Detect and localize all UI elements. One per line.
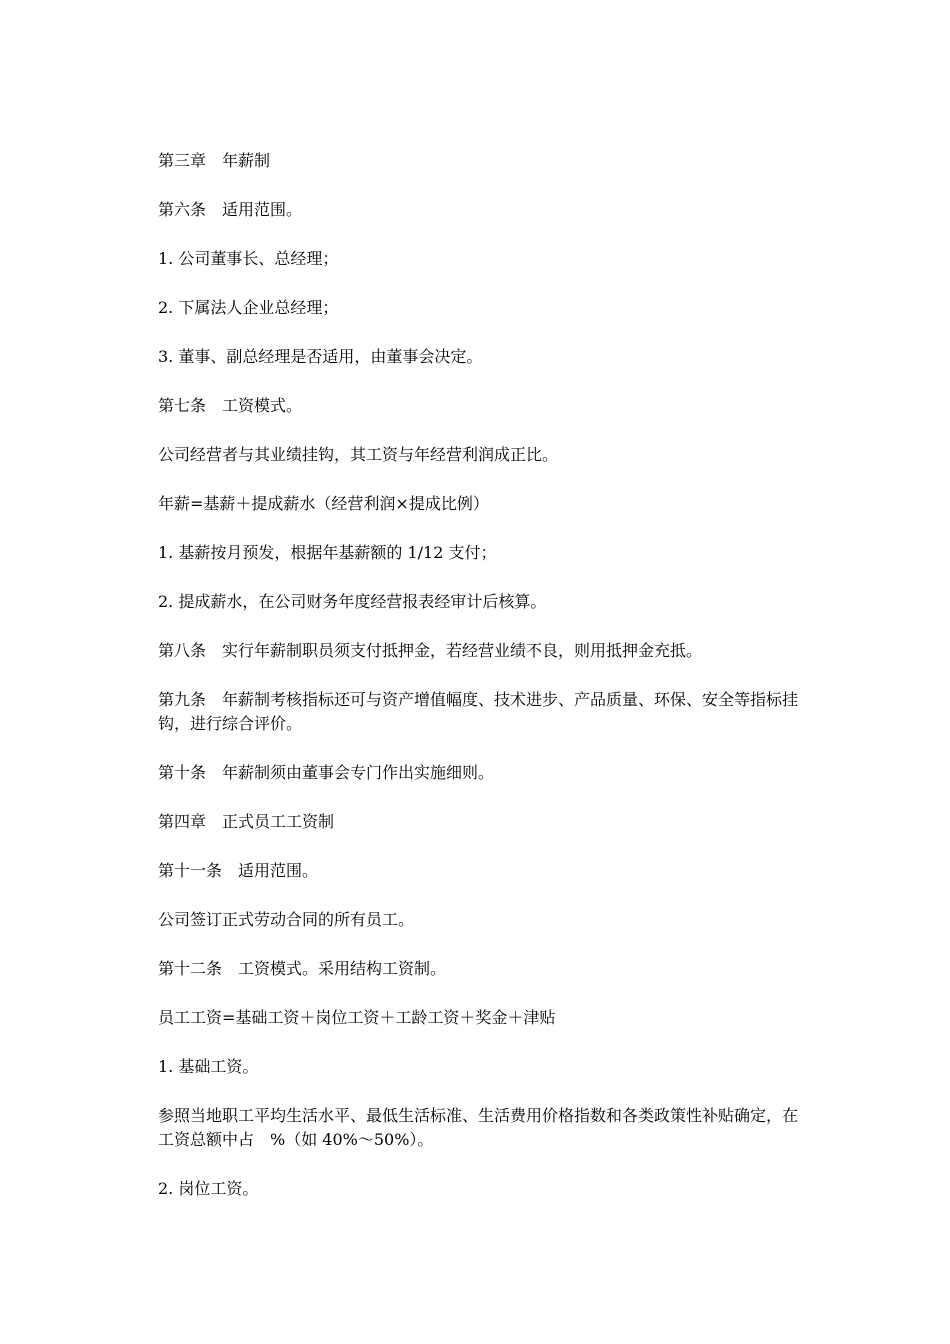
list-item: 1. 基薪按月预发，根据年基薪额的 1/12 支付； xyxy=(158,543,497,562)
list-item: 2. 岗位工资。 xyxy=(158,1179,259,1198)
body-paragraph: 公司签订正式劳动合同的所有员工。 xyxy=(158,910,415,929)
list-item: 2. 下属法人企业总经理； xyxy=(158,298,339,317)
list-item: 3. 董事、副总经理是否适用，由董事会决定。 xyxy=(158,347,483,366)
article-7-heading: 第七条 工资模式。 xyxy=(158,396,303,415)
body-paragraph: 参照当地职工平均生活水平、最低生活标准、生活费用价格指数和各类政策性补贴确定，在工资总额中占 %（如 40%～50%）。 xyxy=(158,1106,799,1149)
article-6-heading: 第六条 适用范围。 xyxy=(158,200,303,219)
chapter-heading-4: 第四章 正式员工工资制 xyxy=(158,812,335,831)
formula-annual-salary: 年薪=基薪＋提成薪水（经营利润×提成比例） xyxy=(158,494,489,513)
article-11-heading: 第十一条 适用范围。 xyxy=(158,861,319,880)
article-10: 第十条 年薪制须由董事会专门作出实施细则。 xyxy=(158,763,495,782)
body-paragraph: 公司经营者与其业绩挂钩，其工资与年经营利润成正比。 xyxy=(158,445,559,464)
formula-employee-salary: 员工工资=基础工资＋岗位工资＋工龄工资＋奖金＋津贴 xyxy=(158,1008,556,1027)
article-12-heading: 第十二条 工资模式。采用结构工资制。 xyxy=(158,959,447,978)
document-body xyxy=(158,149,798,1226)
list-item: 2. 提成薪水，在公司财务年度经营报表经审计后核算。 xyxy=(158,592,547,611)
chapter-heading-3: 第三章 年薪制 xyxy=(158,151,271,170)
list-item: 1. 基础工资。 xyxy=(158,1057,259,1076)
article-8: 第八条 实行年薪制职员须支付抵押金，若经营业绩不良，则用抵押金充抵。 xyxy=(158,641,703,660)
article-9: 第九条 年薪制考核指标还可与资产增值幅度、技术进步、产品质量、环保、安全等指标挂钩，进行综合评价。 xyxy=(158,690,799,733)
list-item: 1. 公司董事长、总经理； xyxy=(158,249,339,268)
